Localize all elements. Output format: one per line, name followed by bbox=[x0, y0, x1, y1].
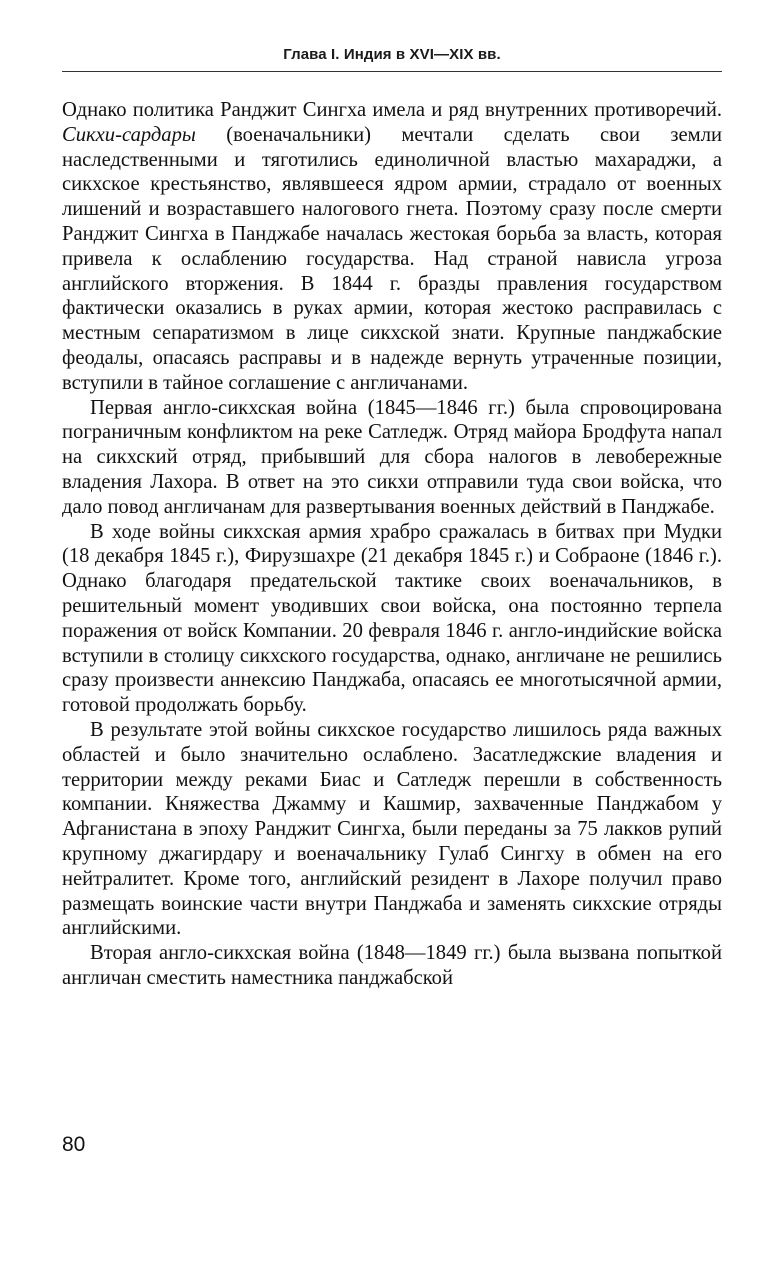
header-rule bbox=[62, 71, 722, 72]
paragraph-5: Вторая англо-сикхская война (1848—1849 гг.) была вызвана попыткой англичан сместить наместника панджабской bbox=[62, 942, 722, 989]
body-text bbox=[62, 98, 722, 991]
paragraph-4: В результате этой войны сикхское государство лишилось ряда важных областей и было значительно ослаблено. Засатледжские владения и территории между реками Биас и Сатледж перешли в собственность компании. Княжества Джамму и Кашмир, захваченные Панджабом у Афганистана в эпоху Ранджит Сингха, были переданы за 75 лакков рупий крупному джагирдару и военачальнику Гулаб Сингху в обмен на его нейтралитет. Кроме того, английский резидент в Лахоре получил право размещать воинские части внутри Панджаба и заменять сикхские отряды английскими. bbox=[62, 718, 722, 940]
running-head: Глава I. Индия в XVI—XIX вв. bbox=[283, 46, 501, 63]
paragraph-2: Первая англо-сикхская война (1845—1846 гг.) была спровоцирована пограничным конфликтом на реке Сатледж. Отряд майора Бродфута напал на сикхский отряд, прибывший для сбора налогов в левобережные владения Лахора. В ответ на это сикхи отправили туда свои войска, что дало повод англичанам для развертывания военных действий в Панджабе. bbox=[62, 396, 722, 518]
paragraph-3: В ходе войны сикхская армия храбро сражалась в битвах при Мудки (18 декабря 1845 г.), Фирузшахре (21 декабря 1845 г.) и Собраоне (1846 г.). Однако благодаря предательской тактике своих военачальников, в решительный момент уводивших свои войска, она постоянно терпела поражения от войск Компании. 20 февраля 1846 г. англо-индийские войска вступили в столицу сикхского государства, однако, англичане не решились сразу произвести аннексию Панджаба, опасаясь ее многотысячной армии, готовой продолжать борьбу. bbox=[62, 520, 722, 717]
paragraph-1 bbox=[62, 98, 722, 396]
page-number: 80 bbox=[62, 1133, 86, 1156]
paragraph-1-start: Однако политика Ранджит Сингха имела и ряд внутренних противоречий. bbox=[62, 99, 722, 121]
paragraph-1-rest: (военачальники) мечтали сделать свои земли наследственными и тяготились единоличной властью махараджи, а сикхское крестьянство, являвшееся ядром армии, страдало от военных лишений и возраставшего налогового гнета. Поэтому сразу после смерти Ранджит Сингха в Панджабе началась жестокая борьба за власть, которая привела к ослаблению государства. Над страной нависла угроза английского вторжения. В 1844 г. бразды правления государством фактически оказались в руках армии, которая жестоко расправилась с местным сепаратизмом в лице сикхской знати. Крупные панджабские феодалы, опасаясь расправы и в надежде вернуть утраченные позиции, вступили в тайное соглашение с англичанами. bbox=[62, 123, 722, 394]
term-sikh-sardars: Сикхи-сардары bbox=[62, 123, 196, 146]
